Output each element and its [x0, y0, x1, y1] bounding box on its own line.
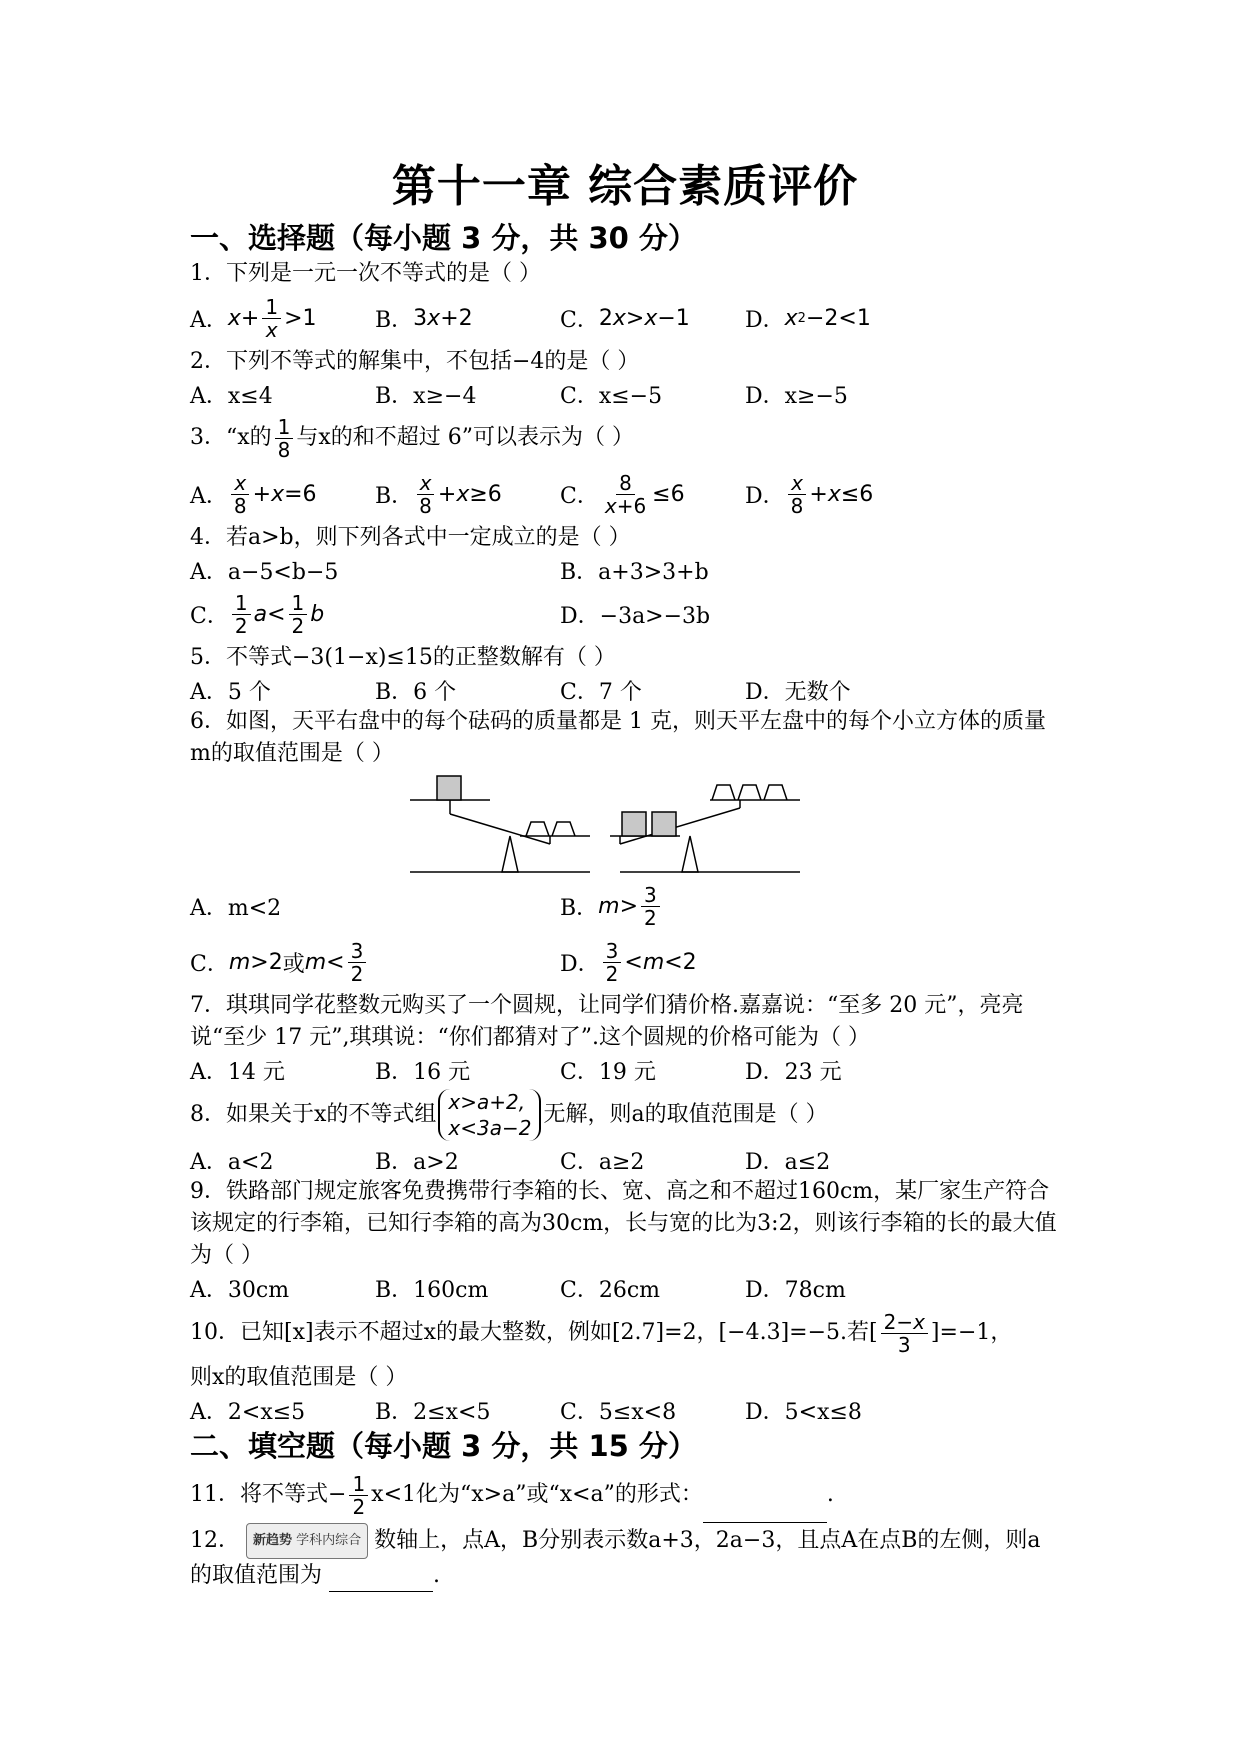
question-10: 10．已知[x]表示不超过x的最大整数，例如[2.7]=2，[−4.3]=−5.若[ $\frac{2-x}{3}$ ]=−1，	[190, 1309, 1013, 1357]
option-a: A．14 元	[190, 1059, 285, 1085]
option-d: D．−3a>−3b	[560, 603, 711, 629]
question-4-options-ab	[190, 554, 1060, 586]
option-c: C． 2 x > x −1	[560, 305, 690, 333]
option-a: A．5 个	[190, 679, 271, 705]
option-c: C．x≤−5	[560, 383, 663, 409]
question-4-options-cd	[190, 586, 1060, 642]
answer-blank[interactable]	[703, 1466, 827, 1523]
question-9-options	[190, 1272, 1060, 1304]
question-7-options	[190, 1054, 1060, 1086]
option-c: C． $\frac{1}{2}$ a < $\frac{1}{2}$ b	[190, 590, 325, 638]
option-a: A．30cm	[190, 1277, 290, 1303]
page-title: 第十一章 综合素质评价	[391, 161, 859, 212]
option-a: A． x + $\frac{1}{x}$ >1	[190, 294, 317, 342]
option-d: D． x 2 −2<1	[745, 305, 871, 333]
option-c: C．a≥2	[560, 1149, 645, 1175]
option-b: B． m > $\frac{3}{2}$	[560, 884, 930, 929]
option-b: B．a+3>3+b	[560, 559, 709, 585]
option-a: A．a−5<b−5	[190, 559, 339, 585]
question-8-options	[190, 1144, 1060, 1176]
option-b: B．16 元	[375, 1059, 471, 1085]
option-d: D．78cm	[745, 1277, 846, 1303]
question-3-options	[190, 466, 1060, 522]
question-1-options	[190, 290, 1060, 346]
question-1: 1．下列是一元一次不等式的是（ ）	[190, 261, 541, 286]
answer-blank[interactable]	[329, 1559, 433, 1592]
option-d: D．5<x≤8	[745, 1399, 862, 1425]
option-c: C．5≤x<8	[560, 1399, 677, 1425]
option-c: C． $\frac{8}{x+6}$ ≤6	[560, 470, 685, 518]
question-2: 2．下列不等式的解集中，不包括−4的是（ ）	[190, 349, 640, 374]
question-2-options	[190, 378, 1060, 410]
question-4: 4．若a>b，则下列各式中一定成立的是（ ）	[190, 525, 631, 550]
option-d: D． $\frac{x}{8}$ + x ≤6	[745, 470, 874, 518]
question-6: 6．如图，天平右盘中的每个砝码的质量都是 1 克，则天平左盘中的每个小立方体的质量m的取值范围是（ ）	[190, 709, 1046, 766]
option-c: C．7 个	[560, 679, 642, 705]
balance-scales-diagram	[410, 774, 840, 878]
question-12: 12． 新趋势 学科内综合 数轴上，点A，B分别表示数a+3，2a−3，且点A在点B的左侧，则a的取值范围为 .	[190, 1523, 1060, 1592]
option-b: B．x≥−4	[375, 383, 477, 409]
question-11: 11．将不等式− $\frac{1}{2}$ x<1化为“x>a”或“x<a”的形式： .	[190, 1466, 1060, 1523]
option-b: B．160cm	[375, 1277, 489, 1303]
option-b: B．a>2	[375, 1149, 459, 1175]
question-8: 8．如果关于x的不等式组 x>a+2, x<3a−2 无解，则a的取值范围是（ ）	[190, 1090, 828, 1140]
question-10-line-2: 则x的取值范围是（ ）	[190, 1365, 408, 1390]
option-d: D．23 元	[745, 1059, 842, 1085]
option-b: B．6 个	[375, 679, 457, 705]
option-d: D．无数个	[745, 679, 851, 705]
option-c: C．19 元	[560, 1059, 656, 1085]
option-a: A．a<2	[190, 1149, 274, 1175]
option-c: C．26cm	[560, 1277, 661, 1303]
question-7: 7．琪琪同学花整数元购买了一个圆规，让同学们猜价格.嘉嘉说：“至多 20 元”，亮亮说“至少 17 元”,琪琪说：“你们都猜对了”.这个圆规的价格可能为（ ）	[190, 993, 1024, 1050]
option-d: D．x≥−5	[745, 383, 848, 409]
question-5-options	[190, 674, 1060, 706]
tag-badge: 新趋势 学科内综合	[246, 1523, 368, 1559]
option-a: A．m<2	[190, 895, 282, 921]
option-d: D． $\frac{3}{2}$ < m <2	[560, 938, 697, 986]
option-a: A． $\frac{x}{8}$ + x =6	[190, 470, 317, 518]
section-heading-choice: 一、选择题（每小题 3 分，共 30 分）	[190, 221, 697, 255]
option-c: C． m >2 或 m < $\frac{3}{2}$	[190, 940, 560, 985]
option-a: A．2<x≤5	[190, 1399, 306, 1425]
question-6-options-ab	[190, 878, 1060, 934]
question-6-options-cd	[190, 934, 1060, 990]
balance-figure	[410, 774, 1060, 878]
option-b: B． $\frac{x}{8}$ + x ≥6	[375, 470, 502, 518]
question-5: 5．不等式−3(1−x)≤15的正整数解有（ ）	[190, 645, 616, 670]
worksheet	[190, 150, 1060, 1592]
question-10-options	[190, 1394, 1060, 1426]
section-heading-fill: 二、填空题（每小题 3 分，共 15 分）	[190, 1429, 697, 1463]
option-d: D．a≤2	[745, 1149, 831, 1175]
question-3: 3．“x的 $\frac{1}{8}$ 与x的和不超过 6”可以表示为（ ）	[190, 414, 635, 462]
option-a: A．x≤4	[190, 383, 273, 409]
question-9: 9．铁路部门规定旅客免费携带行李箱的长、宽、高之和不超过160cm，某厂家生产符合该规定的行李箱，已知行李箱的高为30cm，长与宽的比为3:2，则该行李箱的长的最大值为（ ）	[190, 1179, 1057, 1268]
option-b: B． 3 x +2	[375, 305, 473, 333]
option-b: B．2≤x<5	[375, 1399, 491, 1425]
